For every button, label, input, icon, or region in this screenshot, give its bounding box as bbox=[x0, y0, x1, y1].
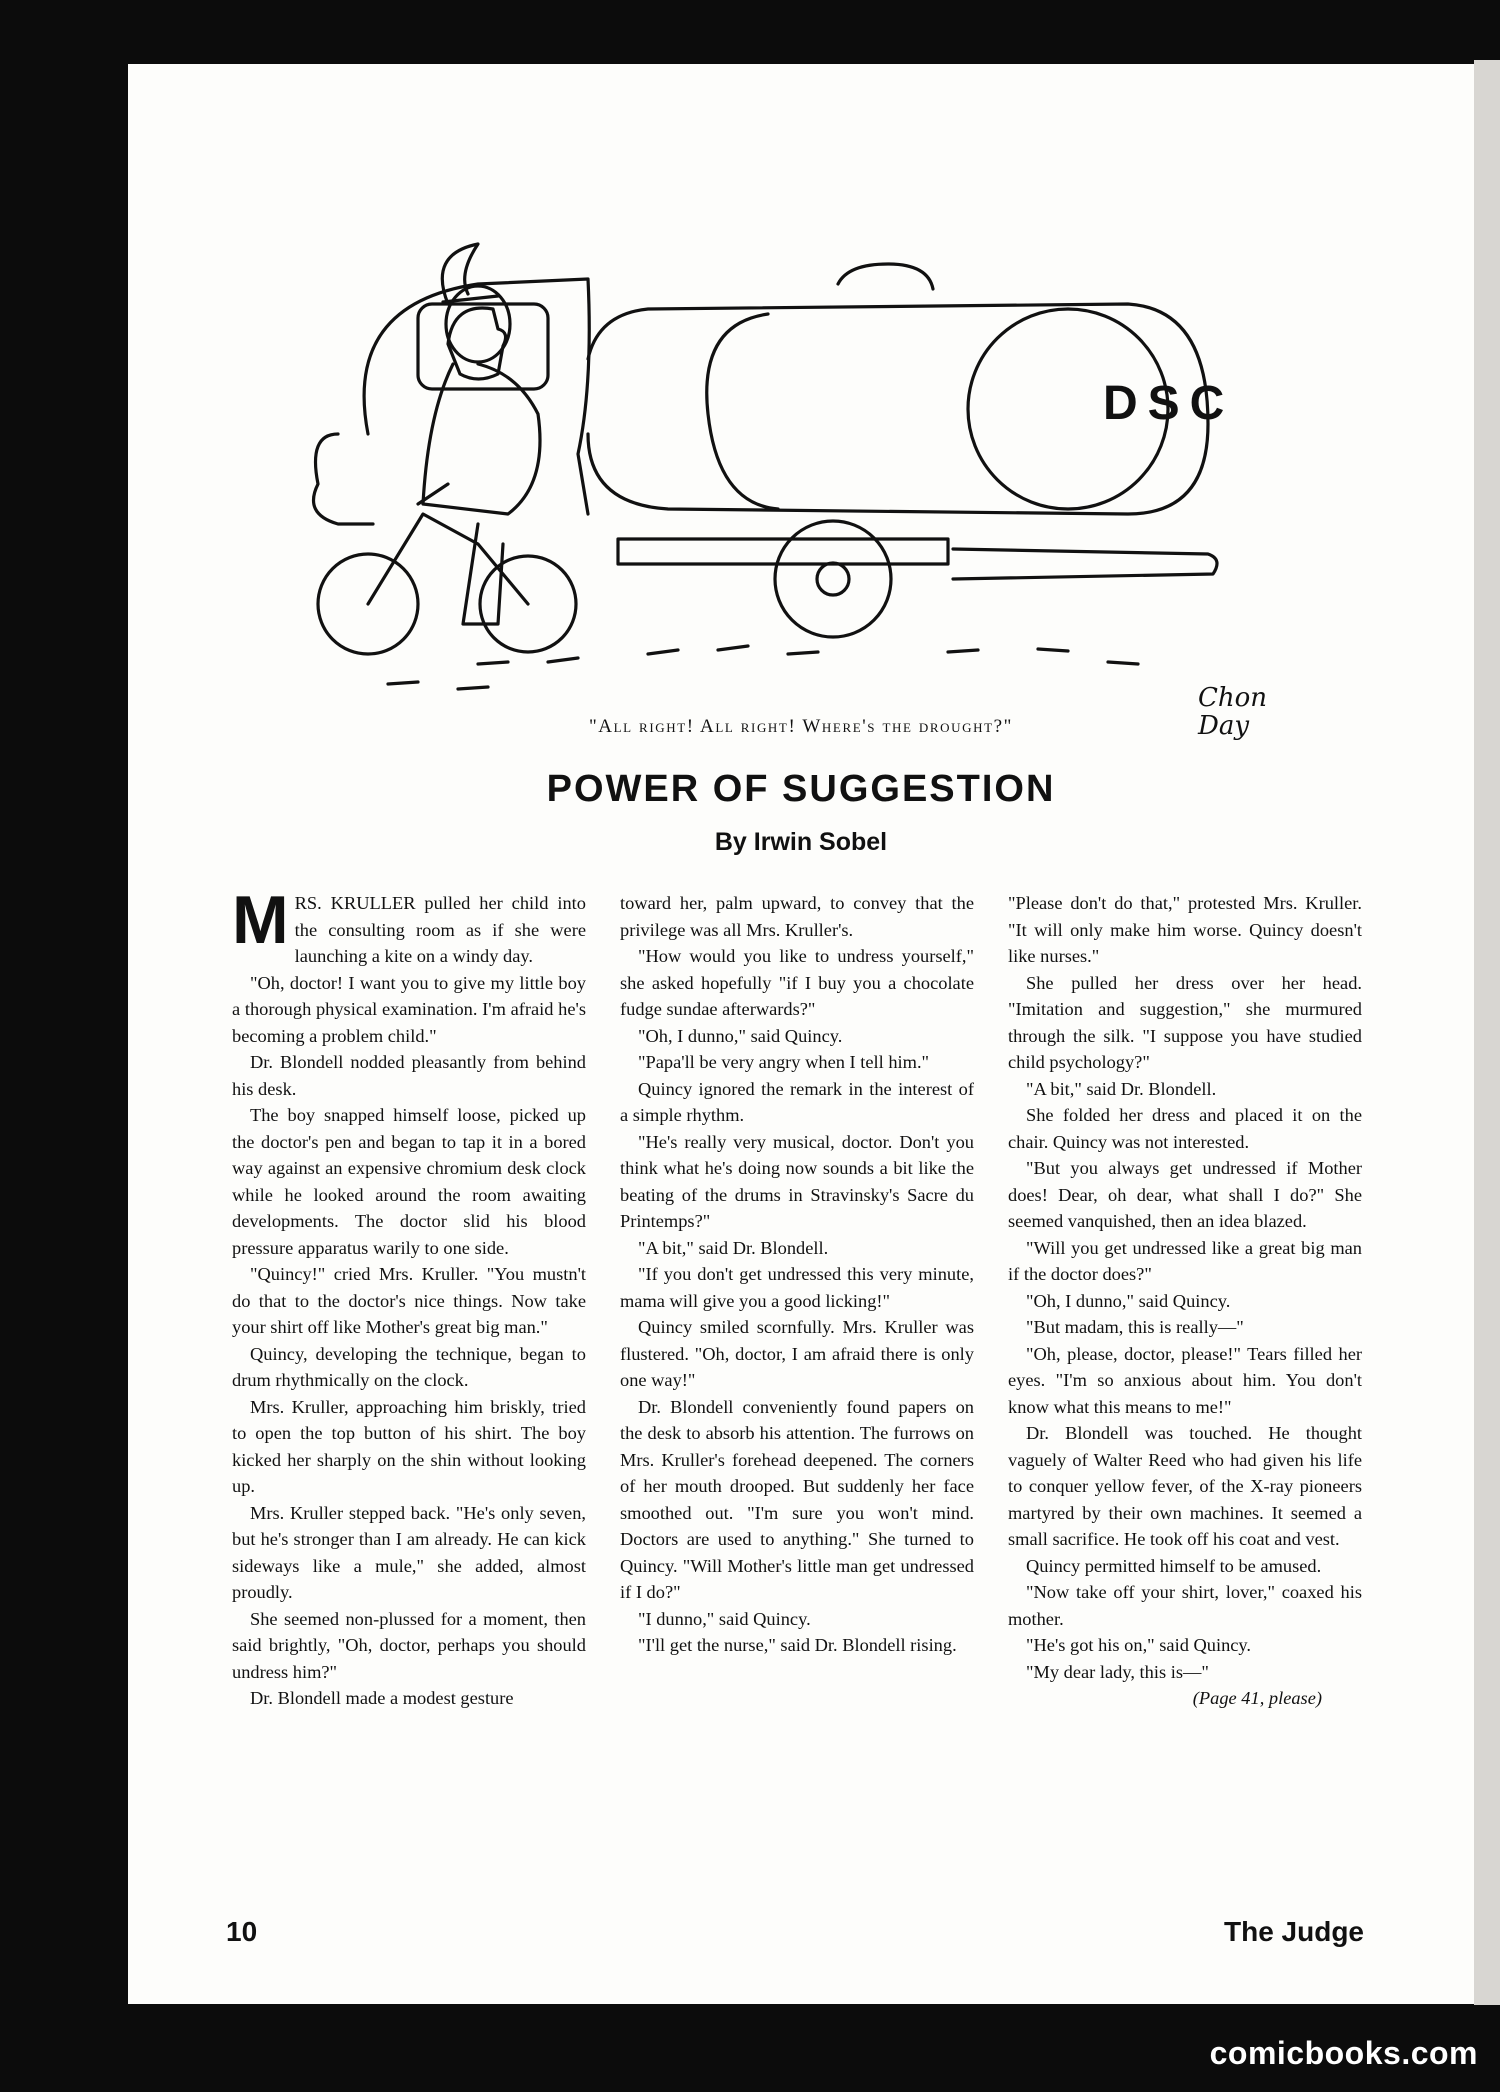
scan-edge bbox=[1474, 60, 1500, 2005]
paragraph: Quincy ignored the remark in the interest of a simple rhythm. bbox=[620, 1078, 974, 1125]
paragraph: "Oh, please, doctor, please!" Tears filled her eyes. "I'm so anxious about him. You don't know what this means to me!" bbox=[1008, 1343, 1362, 1417]
paragraph: She seemed non-plussed for a moment, then said brightly, "Oh, doctor, perhaps you should undress him?" bbox=[232, 1608, 586, 1682]
continued-note: (Page 41, please) bbox=[1192, 1688, 1322, 1708]
paragraph: toward her, palm upward, to convey that the privilege was all Mrs. Kruller's. bbox=[620, 893, 974, 940]
paragraph: Dr. Blondell was touched. He thought vaguely of Walter Reed who had given his life to conquer yellow fever, of the X-ray pioneers martyred by their own machines. It seemed a small sacrifice. He took off his coat and vest. bbox=[1008, 1423, 1362, 1549]
paragraph: "Quincy!" cried Mrs. Kruller. "You mustn't do that to the doctor's nice things. Now take your shirt off like Mother's great big man." bbox=[232, 1264, 586, 1337]
column-1 bbox=[232, 882, 586, 1880]
paragraph: "He's really very musical, doctor. Don't you think what he's doing now sounds a bit like the beating of the drums in Stravinsky's Sacre du Printemps?" bbox=[620, 1131, 974, 1231]
paragraph: "My dear lady, this is—" bbox=[1026, 1661, 1209, 1682]
paragraph: Quincy, developing the technique, began to drum rhythmically on the clock. bbox=[232, 1343, 586, 1390]
page-number: 10 bbox=[226, 1916, 258, 1947]
paragraph: "But madam, this is really—" bbox=[1026, 1317, 1244, 1337]
publication-name: The Judge bbox=[1223, 1916, 1364, 1947]
paragraph: Quincy permitted himself to be amused. bbox=[1026, 1555, 1322, 1576]
cartoon-illustration bbox=[248, 184, 1308, 764]
paragraph: "How would you like to undress yourself," she asked hopefully "if I buy you a chocolate fudge sundae afterwards?" bbox=[620, 946, 974, 1019]
watermark: comicbooks.com bbox=[1209, 2035, 1478, 2071]
paragraph: "Now take off your shirt, lover," coaxed his mother. bbox=[1008, 1582, 1362, 1629]
paragraph: "He's got his on," said Quincy. bbox=[1026, 1635, 1252, 1655]
column-3 bbox=[1008, 890, 1362, 1880]
paragraph: "But you always get undressed if Mother does! Dear, oh dear, what shall I do?" She seemed vanquished, then an idea blazed. bbox=[1008, 1158, 1362, 1231]
paragraph: Mrs. Kruller, approaching him briskly, tried to open the top button of his shirt. The boy kicked her sharply on the shin without looking up. bbox=[232, 1396, 586, 1496]
drop-cap: M bbox=[232, 882, 289, 958]
paragraph: "Will you get undressed like a great big man if the doctor does?" bbox=[1008, 1237, 1362, 1284]
paragraph: Quincy smiled scornfully. Mrs. Kruller was flustered. "Oh, doctor, I am afraid there is only one way!" bbox=[620, 1317, 974, 1390]
paragraph: The boy snapped himself loose, picked up the doctor's pen and began to tap it in a bored way against an expensive chromium desk clock while he looked around the room awaiting developments. The doctor slid his blood pressure apparatus warily to one side. bbox=[232, 1105, 586, 1258]
paragraph: Dr. Blondell conveniently found papers on the desk to absorb his attention. The furrows on Mrs. Kruller's forehead deepened. The corners of her mouth drooped. But suddenly her face smoothed out. "I'm sure you won't mind. Doctors are used to anything." She turned to Quincy. "Will Mother's little man get undressed if I do?" bbox=[620, 1396, 974, 1602]
article-title: POWER OF SUGGESTION bbox=[546, 768, 1056, 810]
paragraph: MRS. KRULLER pulled her child into the consulting room as if she were launching a kite on a windy day. bbox=[232, 882, 586, 966]
paragraph: "I'll get the nurse," said Dr. Blondell rising. bbox=[638, 1635, 957, 1655]
paragraph: Mrs. Kruller stepped back. "He's only seven, but he's stronger than I am already. He can kick sideways like a mule," she added, almost proudly. bbox=[232, 1502, 586, 1602]
magazine-page bbox=[128, 64, 1474, 2004]
column-2 bbox=[620, 890, 974, 1880]
artist-signature: Chon Day bbox=[1198, 683, 1268, 741]
paragraph: "Please don't do that," protested Mrs. Kruller. "It will only make him worse. Quincy doesn't like nurses." bbox=[1008, 893, 1362, 966]
article-body bbox=[232, 882, 1362, 1880]
paragraph: Dr. Blondell nodded pleasantly from behind his desk. bbox=[232, 1052, 586, 1099]
article-byline: By Irwin Sobel bbox=[714, 828, 888, 856]
tank-lettering: DSC bbox=[1103, 377, 1235, 430]
paragraph: She pulled her dress over her head. "Imitation and suggestion," she murmured through the silk. "I suppose you have studied child psychology?" bbox=[1008, 972, 1362, 1072]
paragraph: "Oh, I dunno," said Quincy. bbox=[638, 1025, 843, 1046]
paragraph: "Oh, I dunno," said Quincy. bbox=[1026, 1290, 1231, 1311]
paragraph: Dr. Blondell made a modest gesture bbox=[250, 1688, 514, 1708]
paragraph: "Papa'll be very angry when I tell him." bbox=[638, 1052, 930, 1072]
paragraph: She folded her dress and placed it on the chair. Quincy was not interested. bbox=[1008, 1105, 1362, 1152]
paragraph: "If you don't get undressed this very minute, mama will give you a good licking!" bbox=[620, 1264, 974, 1311]
paragraph: "I dunno," said Quincy. bbox=[638, 1608, 811, 1629]
paragraph: "A bit," said Dr. Blondell. bbox=[638, 1237, 829, 1258]
cartoon-caption: "All right! All right! Where's the drought?" bbox=[588, 716, 1014, 737]
paragraph: "Oh, doctor! I want you to give my little boy a thorough physical examination. I'm afraid he's becoming a problem child." bbox=[232, 972, 586, 1046]
paragraph: "A bit," said Dr. Blondell. bbox=[1026, 1078, 1217, 1099]
